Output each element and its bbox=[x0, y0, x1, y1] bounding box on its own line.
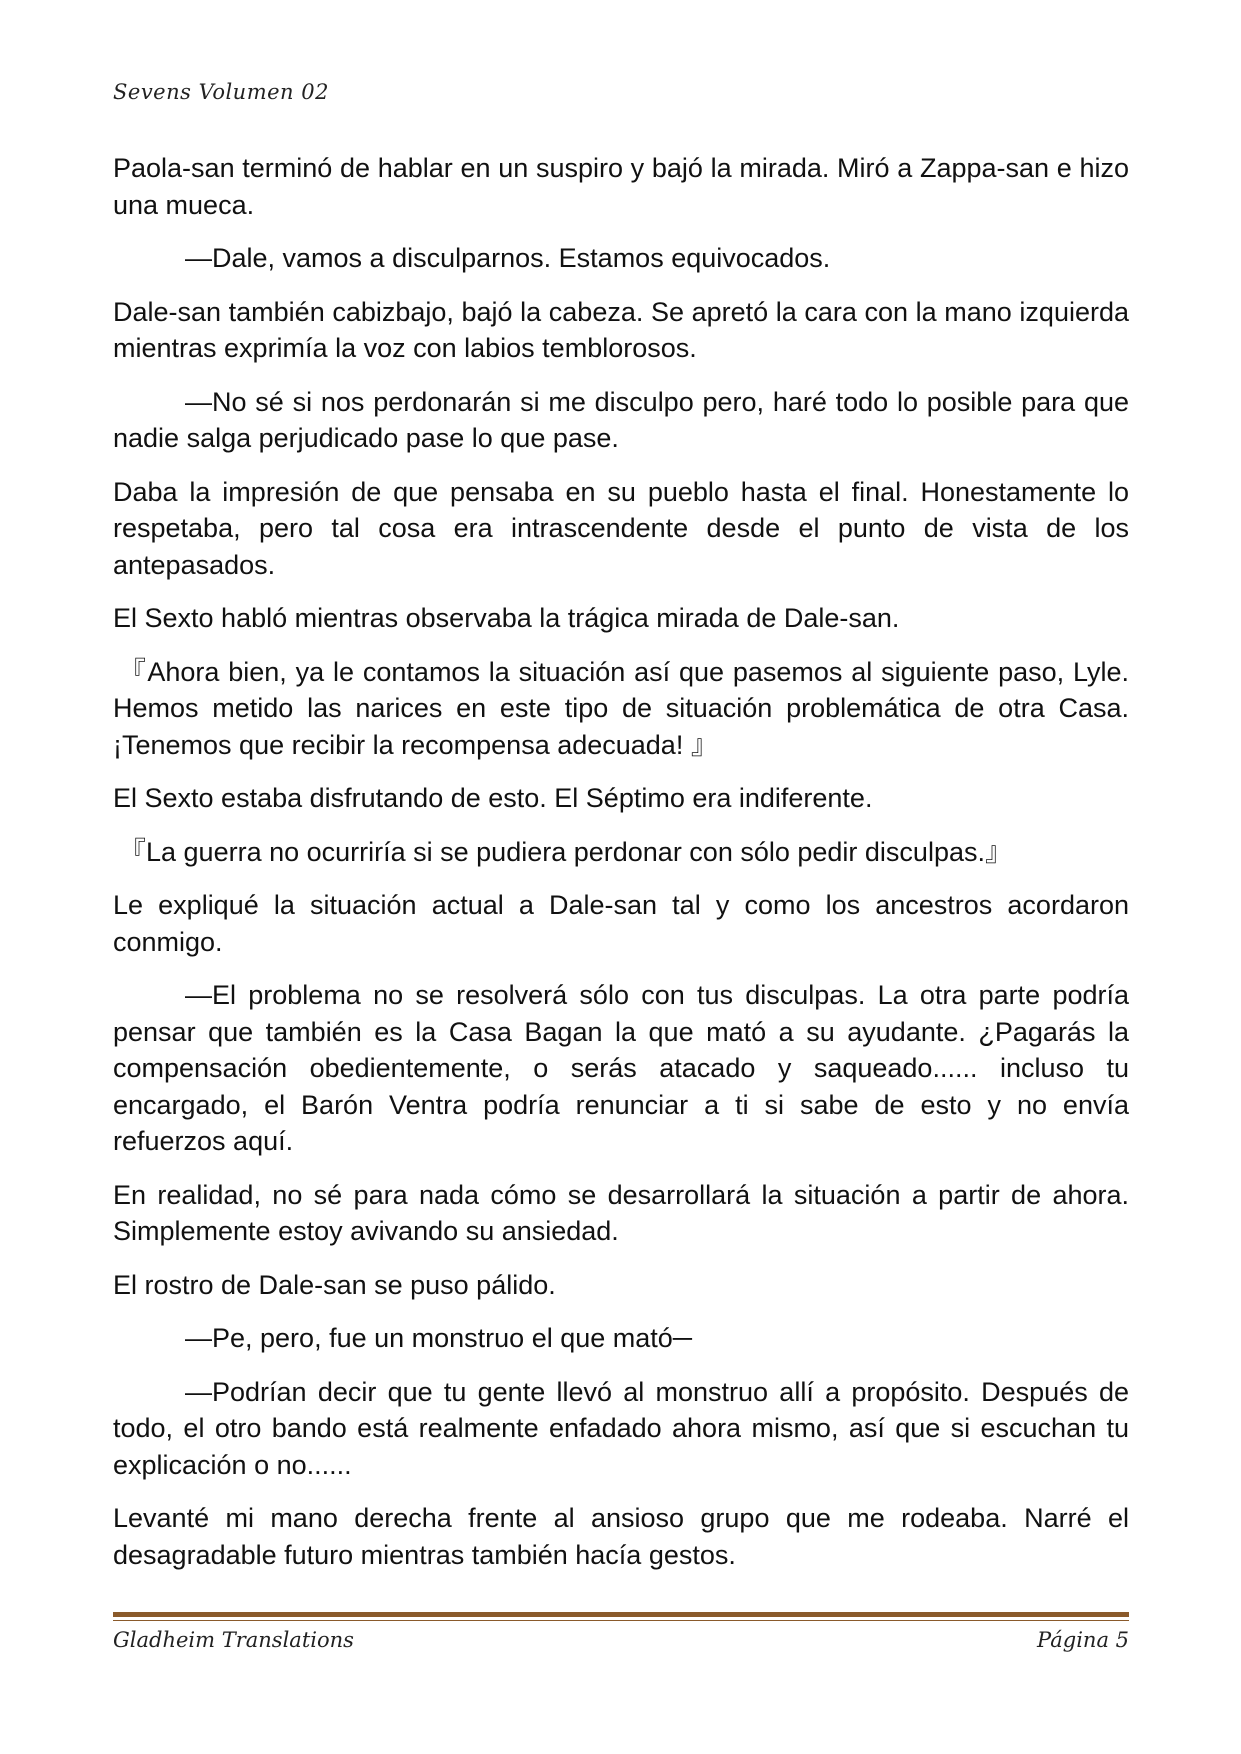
footer-rule-thin bbox=[113, 1620, 1129, 1621]
paragraph: En realidad, no sé para nada cómo se desarrollará la situación a partir de ahora. Simplemente estoy avivando su ansiedad. bbox=[113, 1179, 1129, 1246]
paragraph: Daba la impresión de que pensaba en su pueblo hasta el final. Honestamente lo respetaba, pero tal cosa era intrascendente desde el punto de vista de los antepasados. bbox=[113, 476, 1129, 580]
paragraph: Le expliqué la situación actual a Dale-san tal y como los ancestros acordaron conmigo. bbox=[113, 890, 1129, 957]
dialogue-paragraph: —Dale, vamos a disculparnos. Estamos equivocados. bbox=[185, 243, 831, 273]
paragraph: Paola-san terminó de hablar en un suspiro y bajó la mirada. Miró a Zappa-san e hizo una mueca. bbox=[113, 153, 1129, 220]
paragraph: El rostro de Dale-san se puso pálido. bbox=[113, 1269, 556, 1300]
running-header: Sevens Volumen 02 bbox=[113, 80, 329, 104]
dialogue-paragraph: —Podrían decir que tu gente llevó al monstruo allí a propósito. Después de todo, el otro bando está realmente enfadado ahora mismo, así que si escuchan tu explicación o no...... bbox=[113, 1376, 1129, 1480]
footer-rule-thick bbox=[113, 1612, 1129, 1617]
paragraph: El Sexto habló mientras observaba la trágica mirada de Dale-san. bbox=[113, 603, 900, 633]
ancestor-speech-paragraph: 『La guerra no ocurriría si se pudiera perdonar con sólo pedir disculpas.』 bbox=[119, 836, 1012, 867]
paragraph: Levanté mi mano derecha frente al ansioso grupo que me rodeaba. Narré el desagradable futuro mientras también hacía gestos. bbox=[113, 1503, 1129, 1570]
footer-publisher: Gladheim Translations bbox=[113, 1628, 354, 1652]
ancestor-speech-paragraph: 『Ahora bien, ya le contamos la situación así que pasemos al siguiente paso, Lyle. Hemos metido las narices en este tipo de situación problemática de otra Casa. ¡Tenemos que recibir la recompensa adecuada! 』 bbox=[113, 656, 1129, 760]
dialogue-paragraph: —No sé si nos perdonarán si me disculpo pero, haré todo lo posible para que nadie salga perjudicado pase lo que pase. bbox=[113, 386, 1129, 453]
dialogue-paragraph: —El problema no se resolverá sólo con tus disculpas. La otra parte podría pensar que también es la Casa Bagan la que mató a su ayudante. ¿Pagarás la compensación obedientemente, o serás atacado y saqueado...... incluso tu encargado, el Barón Ventra podría renunciar a ti si sabe de esto y no envía refuerzos aquí. bbox=[113, 980, 1129, 1156]
body-text bbox=[113, 150, 1129, 1590]
paragraph: El Sexto estaba disfrutando de esto. El Séptimo era indiferente. bbox=[113, 783, 873, 813]
dialogue-paragraph: —Pe, pero, fue un monstruo el que mató─ bbox=[185, 1323, 692, 1353]
page-number: Página 5 bbox=[1037, 1628, 1129, 1652]
paragraph: Dale-san también cabizbajo, bajó la cabeza. Se apretó la cara con la mano izquierda mientras exprimía la voz con labios temblorosos. bbox=[113, 296, 1129, 363]
